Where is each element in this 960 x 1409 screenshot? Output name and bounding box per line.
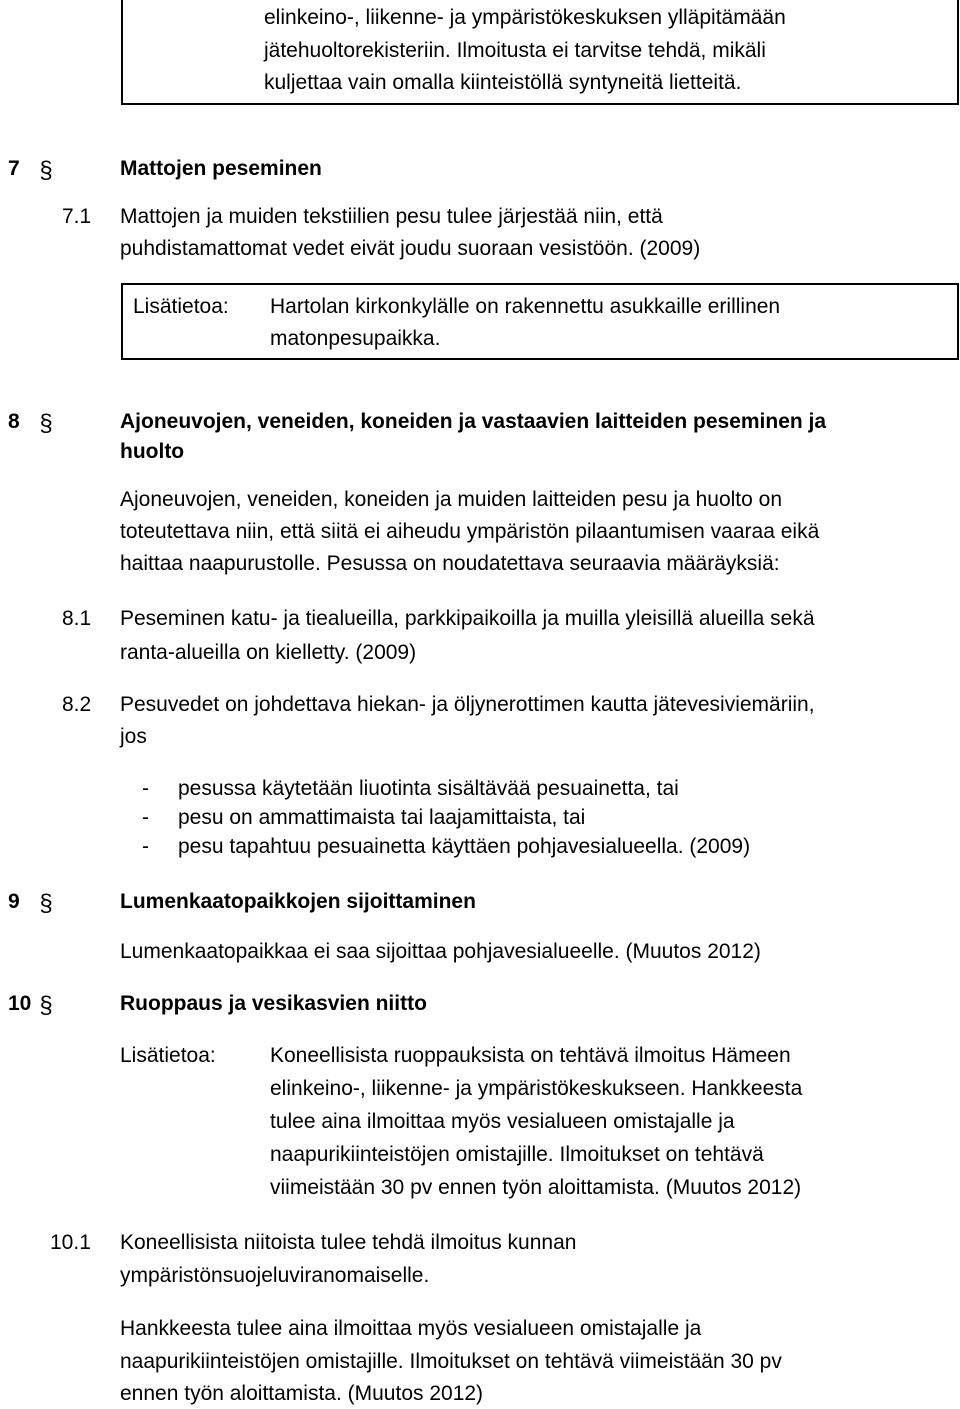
bullet-marker: - <box>142 835 149 858</box>
section-10-extra-line-2: naapurikiinteistöjen omistajille. Ilmoitukset on tehtävä viimeistään 30 pv <box>120 1350 782 1373</box>
bullet-marker: - <box>142 777 149 800</box>
section-sign-icon <box>38 889 54 917</box>
clause-8-1-number: 8.1 <box>62 607 92 630</box>
section-10-heading: Ruoppaus ja vesikasvien niitto <box>120 992 427 1015</box>
clause-7-1-line-2: puhdistamattomat vedet eivät joudu suoraan vesistöön. (2009) <box>120 237 701 260</box>
section-sign-icon <box>38 409 54 437</box>
bullet-item: pesu on ammattimaista tai laajamittaista, tai <box>178 806 586 829</box>
top-box-line-3: kuljettaa vain omalla kiinteistöllä syntyneitä lietteitä. <box>264 71 742 94</box>
section-8-heading-line-2: huolto <box>120 440 185 463</box>
section-8-intro-line-2: toteutettava niin, että siitä ei aiheudu ympäristön pilaantumisen vaaraa eikä <box>120 520 820 543</box>
section-8-intro-line-1: Ajoneuvojen, veneiden, koneiden ja muiden laitteiden pesu ja huolto on <box>120 488 782 511</box>
bullet-item: pesu tapahtuu pesuainetta käyttäen pohjavesialueella. (2009) <box>178 835 751 858</box>
svg-text:§: § <box>39 992 53 1019</box>
svg-text:§: § <box>39 157 53 184</box>
section-9-number: 9 <box>8 890 20 913</box>
section-sign-icon <box>38 991 54 1019</box>
section-7-info-line-1: Hartolan kirkonkylälle on rakennettu asukkaille erillinen <box>270 295 781 318</box>
top-box-line-1: elinkeino-, liikenne- ja ympäristökeskuksen ylläpitämään <box>264 6 786 29</box>
section-10-info-line-1: Koneellisista ruoppauksista on tehtävä ilmoitus Hämeen <box>270 1044 791 1067</box>
section-8-intro-line-3: haittaa naapurustolle. Pesussa on noudatettava seuraavia määräyksiä: <box>120 552 780 575</box>
bullet-marker: - <box>142 806 149 829</box>
section-8-heading-line-1: Ajoneuvojen, veneiden, koneiden ja vastaavien laitteiden peseminen ja <box>120 410 827 433</box>
clause-8-2-number: 8.2 <box>62 693 92 716</box>
section-10-number: 10 <box>8 992 32 1015</box>
clause-8-2-line-1: Pesuvedet on johdettava hiekan- ja öljynerottimen kautta jätevesiviemäriin, <box>120 693 815 716</box>
section-7-info-label: Lisätietoa: <box>133 295 229 318</box>
section-10-info-line-2: elinkeino-, liikenne- ja ympäristökeskukseen. Hankkeesta <box>270 1077 803 1100</box>
section-sign-icon <box>38 156 54 184</box>
section-7-number: 7 <box>8 157 20 180</box>
bullet-item: pesussa käytetään liuotinta sisältävää pesuainetta, tai <box>178 777 679 800</box>
clause-10-1-number: 10.1 <box>50 1231 91 1254</box>
clause-8-2-line-2: jos <box>120 725 147 748</box>
clause-10-1-line-1: Koneellisista niitoista tulee tehdä ilmoitus kunnan <box>120 1231 577 1254</box>
section-9-heading: Lumenkaatopaikkojen sijoittaminen <box>120 890 476 913</box>
section-10-extra-line-3: ennen työn aloittamista. (Muutos 2012) <box>120 1382 484 1405</box>
section-10-info-line-5: viimeistään 30 pv ennen työn aloittamista. (Muutos 2012) <box>270 1176 802 1199</box>
section-10-extra-line-1: Hankkeesta tulee aina ilmoittaa myös vesialueen omistajalle ja <box>120 1317 702 1340</box>
top-box-line-2: jätehuoltorekisteriin. Ilmoitusta ei tarvitse tehdä, mikäli <box>264 39 766 62</box>
clause-7-1-line-1: Mattojen ja muiden tekstiilien pesu tulee järjestää niin, että <box>120 205 663 228</box>
section-10-info-line-3: tulee aina ilmoittaa myös vesialueen omistajalle ja <box>270 1110 735 1133</box>
section-8-number: 8 <box>8 410 20 433</box>
section-10-info-label: Lisätietoa: <box>120 1044 216 1067</box>
clause-10-1-line-2: ympäristönsuojeluviranomaiselle. <box>120 1264 430 1287</box>
svg-text:§: § <box>39 890 53 917</box>
section-7-info-line-2: matonpesupaikka. <box>270 327 441 350</box>
clause-8-1-line-2: ranta-alueilla on kielletty. (2009) <box>120 641 417 664</box>
svg-text:§: § <box>39 410 53 437</box>
section-10-info-line-4: naapurikiinteistöjen omistajille. Ilmoitukset on tehtävä <box>270 1143 764 1166</box>
clause-8-1-line-1: Peseminen katu- ja tiealueilla, parkkipaikoilla ja muilla yleisillä alueilla sekä <box>120 607 815 630</box>
section-9-text: Lumenkaatopaikkaa ei saa sijoittaa pohjavesialueelle. (Muutos 2012) <box>120 940 761 963</box>
section-7-heading: Mattojen peseminen <box>120 157 322 180</box>
clause-7-1-number: 7.1 <box>62 205 92 228</box>
